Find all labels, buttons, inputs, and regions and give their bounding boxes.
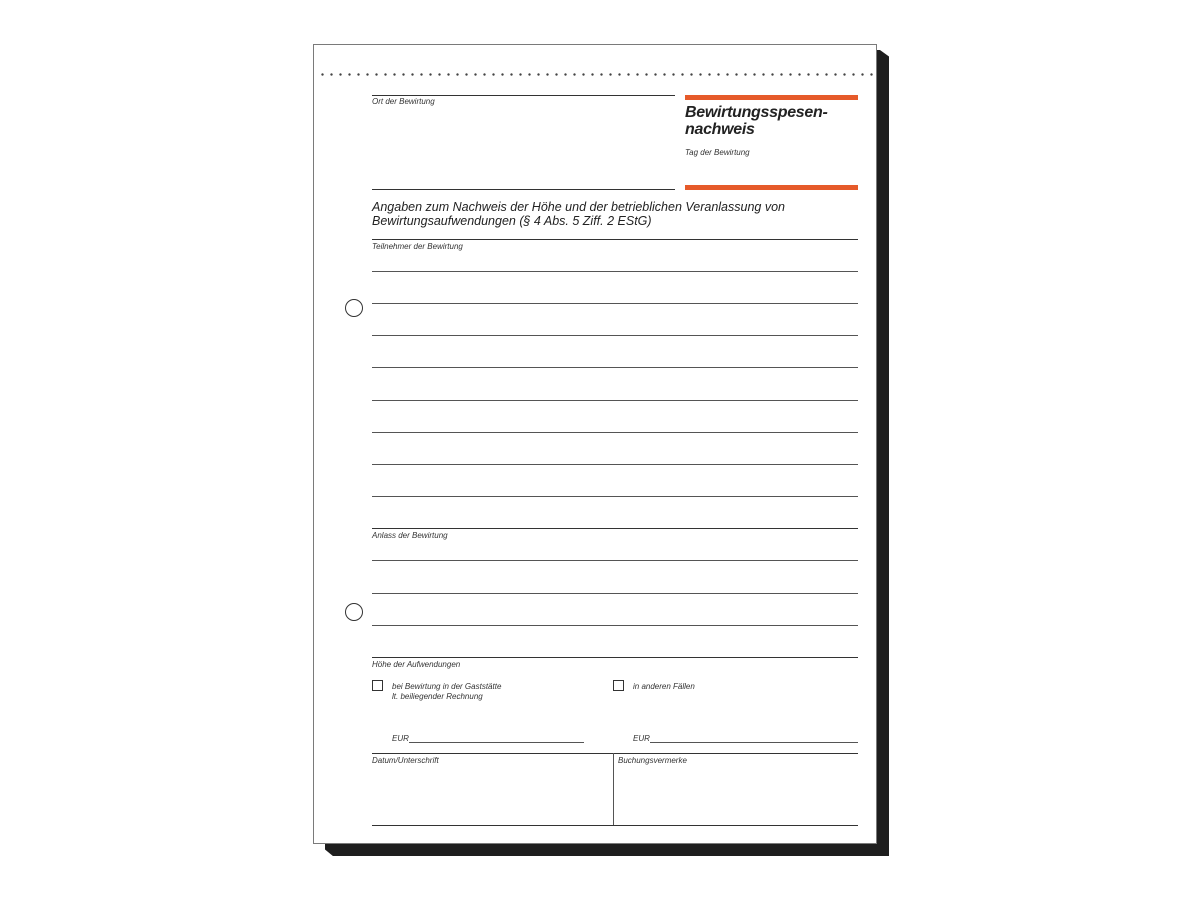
signature-line[interactable] bbox=[372, 825, 858, 826]
option-gaststaette-label bbox=[392, 682, 501, 702]
heading-rule bbox=[372, 239, 858, 240]
anlass-line-3[interactable] bbox=[372, 625, 858, 626]
teilnehmer-line-5[interactable] bbox=[372, 400, 858, 401]
teilnehmer-line-8[interactable] bbox=[372, 496, 858, 497]
checkbox-andere[interactable] bbox=[613, 680, 624, 691]
eur-amount-line-2[interactable] bbox=[650, 742, 858, 743]
teilnehmer-line-3[interactable] bbox=[372, 335, 858, 336]
option-andere-label: in anderen Fällen bbox=[633, 682, 695, 691]
section-heading-line1: Angaben zum Nachweis der Höhe und der betrieblichen Veranlassung von bbox=[372, 200, 785, 214]
teilnehmer-line-4[interactable] bbox=[372, 367, 858, 368]
eur-label-1: EUR bbox=[392, 734, 409, 743]
section-heading bbox=[372, 200, 872, 228]
perforation-line bbox=[318, 73, 878, 76]
buchung-label: Buchungsvermerke bbox=[618, 756, 687, 765]
punch-hole-top bbox=[345, 299, 363, 317]
form-title-line1: Bewirtungsspesen- bbox=[685, 104, 828, 121]
option-gaststaette-line1: bei Bewirtung in der Gaststätte bbox=[392, 682, 502, 691]
datum-label: Datum/Unterschrift bbox=[372, 756, 439, 765]
teilnehmer-line-6[interactable] bbox=[372, 432, 858, 433]
punch-hole-bottom bbox=[345, 603, 363, 621]
anlass-line-2[interactable] bbox=[372, 593, 858, 594]
form-title-line2: nachweis bbox=[685, 121, 755, 138]
anlass-section-rule bbox=[372, 657, 858, 658]
title-bar-bottom bbox=[685, 185, 858, 190]
teilnehmer-line-2[interactable] bbox=[372, 303, 858, 304]
checkbox-gaststaette[interactable] bbox=[372, 680, 383, 691]
teilnehmer-section-rule bbox=[372, 528, 858, 529]
anlass-line-1[interactable] bbox=[372, 560, 858, 561]
eur-amount-line-1[interactable] bbox=[409, 742, 584, 743]
teilnehmer-line-7[interactable] bbox=[372, 464, 858, 465]
teilnehmer-line-1[interactable] bbox=[372, 271, 858, 272]
form-title bbox=[685, 104, 865, 138]
title-bar-top bbox=[685, 95, 858, 100]
form-sheet bbox=[313, 44, 877, 844]
eur-label-2: EUR bbox=[633, 734, 650, 743]
bottom-box-divider bbox=[613, 753, 614, 825]
ort-input-line[interactable] bbox=[372, 189, 675, 190]
bottom-box-top-rule bbox=[372, 753, 858, 754]
ort-top-rule bbox=[372, 95, 675, 96]
ort-label: Ort der Bewirtung bbox=[372, 97, 435, 106]
teilnehmer-label: Teilnehmer der Bewirtung bbox=[372, 242, 463, 251]
tag-label: Tag der Bewirtung bbox=[685, 148, 750, 157]
anlass-label: Anlass der Bewirtung bbox=[372, 531, 448, 540]
hoehe-label: Höhe der Aufwendungen bbox=[372, 660, 461, 669]
option-gaststaette-line2: lt. beiliegender Rechnung bbox=[392, 692, 483, 701]
section-heading-line2: Bewirtungsaufwendungen (§ 4 Abs. 5 Ziff. 2 EStG) bbox=[372, 214, 652, 228]
